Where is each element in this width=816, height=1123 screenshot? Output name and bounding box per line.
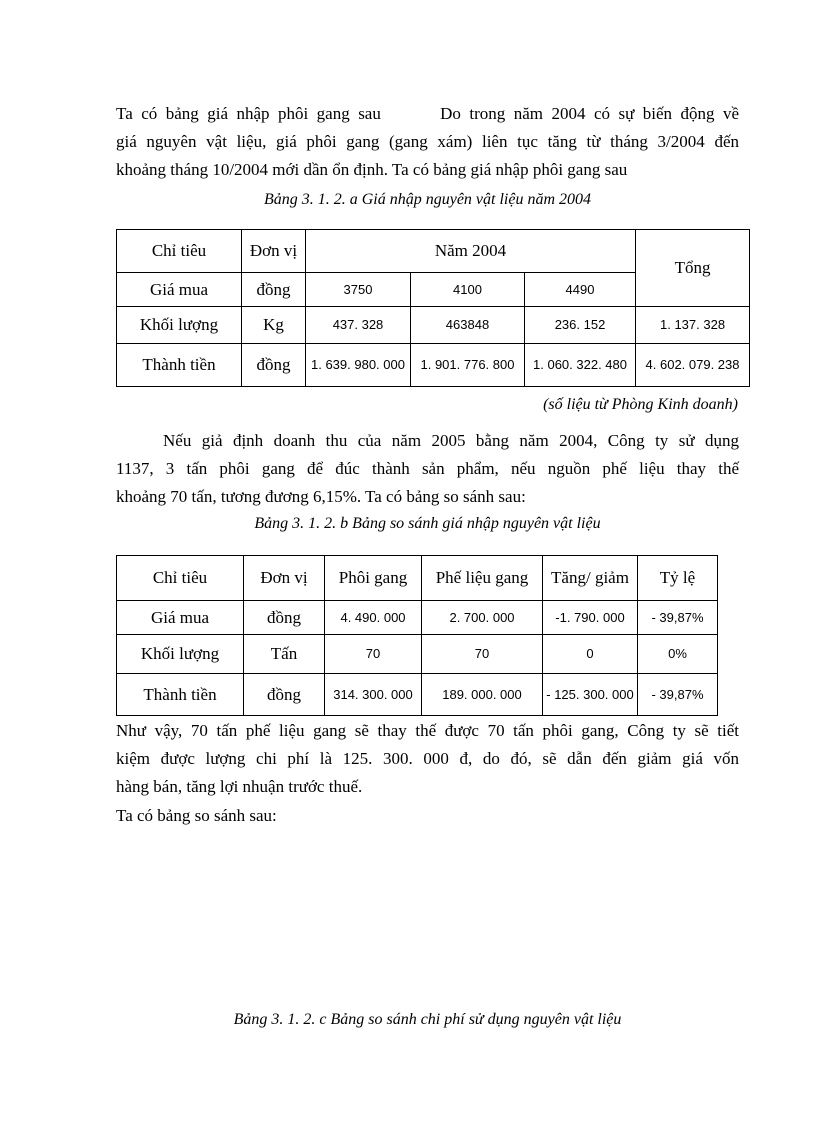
table1-cell-total: 4. 602. 079. 238 [636,344,750,387]
table2-cell: 314. 300. 000 [325,674,422,716]
table2-cell: - 125. 300. 000 [543,674,638,716]
table-row [117,674,718,716]
table-row [117,307,750,344]
table2-cell: 70 [422,635,543,674]
para2-line-2: 1137, 3 tấn phôi gang để đúc thành sản phẩm, nếu nguồn phế liệu thay thế [116,459,739,478]
table2-header-cell: Tỷ lệ [638,556,718,601]
table2-header-cell: Tăng/ giảm [543,556,638,601]
table2-header-row [117,556,718,601]
table2-row-label: Thành tiền [117,674,244,716]
table1-row-unit: đồng [242,273,306,307]
table2-header-cell: Chỉ tiêu [117,556,244,601]
table2-header-cell: Đơn vị [244,556,325,601]
table1-cell: 1. 060. 322. 480 [525,344,636,387]
intro-line-1 [116,100,739,128]
table2-cell: 4. 490. 000 [325,601,422,635]
intro-line-1-part-a: Ta có bảng giá nhập phôi gang sau [116,104,381,123]
table2-caption: Bảng 3. 1. 2. b Bảng so sánh giá nhập nguyên vật liệu [254,515,601,532]
comparison-table [116,555,718,716]
table1-cell-total: 1. 137. 328 [636,307,750,344]
table1-cell: 1. 901. 776. 800 [411,344,525,387]
table1-caption: Bảng 3. 1. 2. a Giá nhập nguyên vật liệu năm 2004 [263,191,592,208]
table-row [117,344,750,387]
table1-row-label: Thành tiền [117,344,242,387]
intro-line-1-part-b: Do trong năm 2004 có sự biến động về [440,104,740,123]
table2-cell: 70 [325,635,422,674]
table1-row-unit: Kg [242,307,306,344]
table1-cell: 1. 639. 980. 000 [306,344,411,387]
table1-cell: 437. 328 [306,307,411,344]
table1-cell: 4490 [525,273,636,307]
table2-row-label: Khối lượng [117,635,244,674]
paragraph-4: Ta có bảng so sánh sau: [116,806,277,825]
table2-cell: - 39,87% [638,674,718,716]
table2-row-unit: đồng [244,674,325,716]
table2-cell: 2. 700. 000 [422,601,543,635]
intro-line-3: khoảng tháng 10/2004 mới dần ổn định. Ta có bảng giá nhập phôi gang sau [116,160,628,179]
para2-line-3: khoảng 70 tấn, tương đương 6,15%. Ta có bảng so sánh sau: [116,487,526,506]
table2-cell: 189. 000. 000 [422,674,543,716]
table2-cell: 0% [638,635,718,674]
table-row [117,635,718,674]
table2-cell: -1. 790. 000 [543,601,638,635]
table1-header-chi-tieu: Chỉ tiêu [117,230,242,273]
table2-cell: - 39,87% [638,601,718,635]
table1-header-nam: Năm 2004 [306,230,636,273]
para3-line-3: hàng bán, tăng lợi nhuận trước thuế. [116,777,363,796]
table1-header-don-vi: Đơn vị [242,230,306,273]
paragraph-3 [116,717,739,801]
price-table-2004 [116,229,750,387]
table1-row-label: Khối lượng [117,307,242,344]
table2-header-cell: Phế liệu gang [422,556,543,601]
table1-row-label: Giá mua [117,273,242,307]
table2-row-unit: đồng [244,601,325,635]
table1-cell: 3750 [306,273,411,307]
table3-caption: Bảng 3. 1. 2. c Bảng so sánh chi phí sử dụng nguyên vật liệu [233,1011,622,1028]
para2-line-1: Nếu giả định doanh thu của năm 2005 bằng năm 2004, Công ty sử dụng [163,431,739,450]
paragraph-2 [116,427,739,511]
para3-line-1: Như vậy, 70 tấn phế liệu gang sẽ thay thế được 70 tấn phôi gang, Công ty sẽ tiết [116,721,739,740]
table1-header-tong: Tổng [636,230,750,307]
table-row [117,601,718,635]
table2-row-unit: Tấn [244,635,325,674]
para3-line-2: kiệm được lượng chi phí là 125. 300. 000 đ, do đó, sẽ dẫn đến giảm giá vốn [116,749,739,768]
table1-row-unit: đồng [242,344,306,387]
table2-row-label: Giá mua [117,601,244,635]
table1-header-row [117,230,750,273]
table2-cell: 0 [543,635,638,674]
table1-source-note: (số liệu từ Phòng Kinh doanh) [543,396,738,413]
table1-cell: 4100 [411,273,525,307]
table1-cell: 463848 [411,307,525,344]
intro-line-2: giá nguyên vật liệu, giá phôi gang (gang xám) liên tục tăng từ tháng 3/2004 đến [116,132,739,151]
table2-header-cell: Phôi gang [325,556,422,601]
intro-paragraph [116,100,739,184]
table1-cell: 236. 152 [525,307,636,344]
